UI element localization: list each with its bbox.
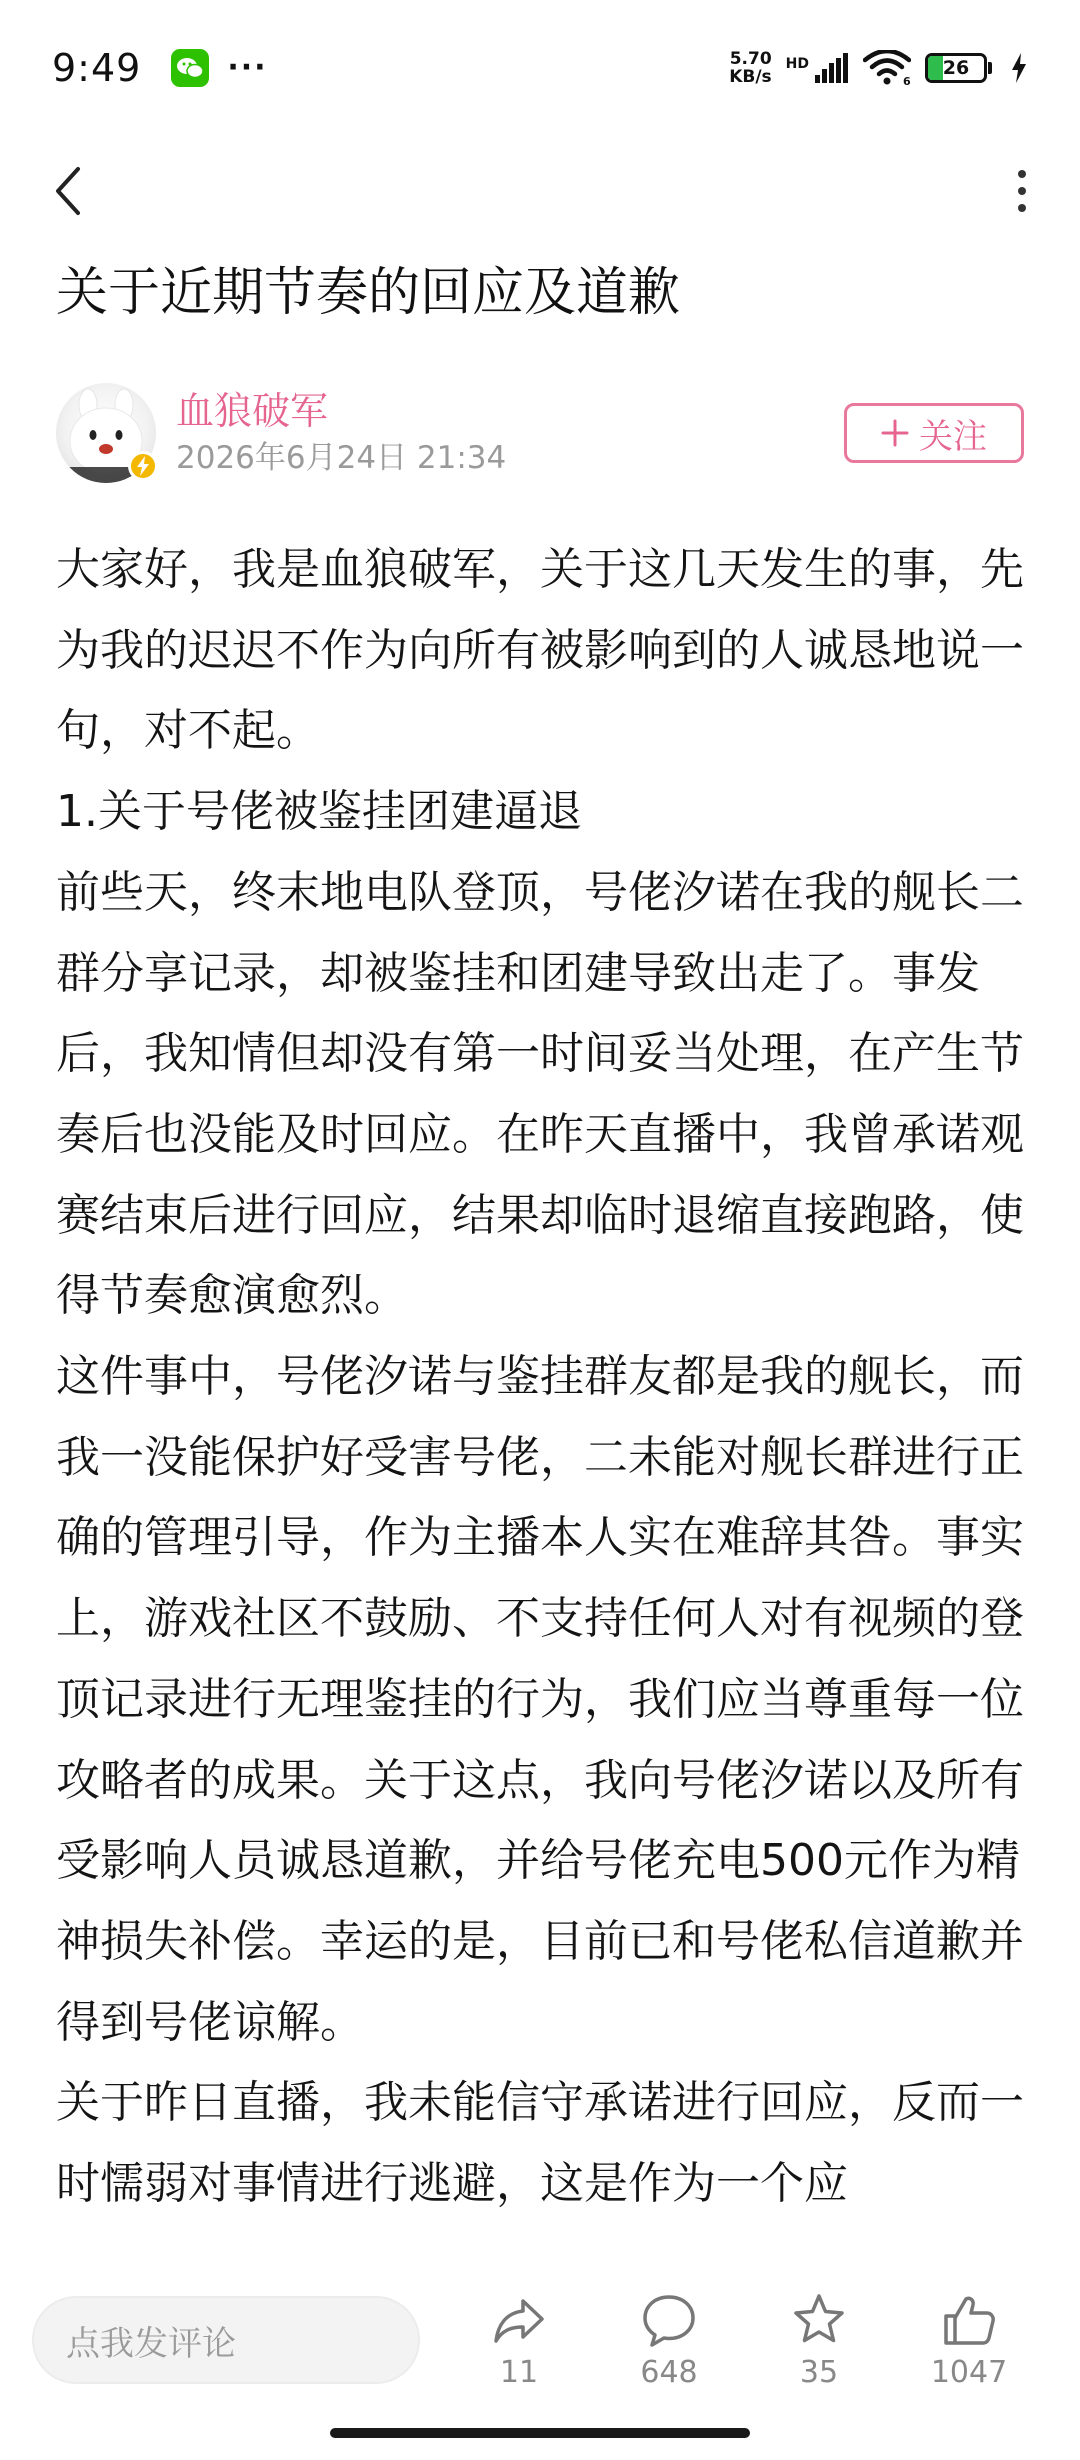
hd-label: HD [785,56,809,72]
comment-input[interactable] [32,2296,420,2384]
share-button[interactable] [464,2291,574,2390]
wechat-icon [171,49,209,87]
plus-icon [881,419,909,447]
home-indicator[interactable] [330,2428,750,2438]
battery-tip [988,62,992,74]
share-icon [490,2291,548,2349]
battery-indicator [925,53,992,83]
status-time: 9:49 [52,46,142,90]
signal-icon [815,53,849,83]
comment-icon [640,2291,698,2349]
network-speed-unit: KB/s [729,67,772,87]
paragraph-2: 1.关于号佬被鉴挂团建逼退 [56,786,582,838]
network-speed [729,50,771,86]
battery-level: 26 [942,57,970,79]
battery-body [925,53,987,83]
paragraph-3: 前些天，终末地电队登顶，号佬汐诺在我的舰长二群分享记录，却被鉴挂和团建导致出走了。事发后，我知情但却没有第一时间妥当处理，在产生节奏后也没能及时回应。在昨天直播中，我曾承诺观赛结束后进行回应，结果却临时退缩直接跑路，使得节奏愈演愈烈。 [56,866,1024,1322]
article-body [56,530,1024,2265]
author-info [176,386,506,480]
like-button[interactable] [914,2291,1024,2390]
nav-bar [0,136,1080,246]
article-title: 关于近期节奏的回应及道歉 [56,263,681,323]
network-speed-value: 5.70 [729,49,772,69]
favorite-count: 35 [799,2354,839,2390]
star-icon [790,2291,848,2349]
paragraph-1: 大家好，我是血狼破军，关于这几天发生的事，先为我的迟迟不作为向所有被影响到的人诚恳地说一句，对不起。 [56,544,1024,757]
author-row [56,378,1024,488]
follow-button[interactable] [844,403,1024,463]
status-bar [0,0,1080,136]
comment-button[interactable] [614,2291,724,2390]
author-name[interactable]: 血狼破军 [176,389,329,433]
more-options-icon[interactable] [1012,166,1032,216]
favorite-button[interactable] [764,2291,874,2390]
comment-placeholder: 点我发评论 [66,2323,236,2364]
author-avatar[interactable] [56,383,156,483]
svg-text:6: 6 [903,75,911,86]
thumbs-up-icon [940,2291,998,2349]
comment-count: 648 [640,2354,698,2390]
verified-badge [128,451,158,481]
status-more-notifications: ··· [227,50,268,85]
post-time: 2026年6月24日 21:34 [176,440,507,476]
share-count: 11 [499,2354,539,2390]
paragraph-5: 关于昨日直播，我未能信守承诺进行回应，反而一时懦弱对事情进行逃避，这是作为一个应 [56,2077,1024,2210]
paragraph-4: 这件事中，号佬汐诺与鉴挂群友都是我的舰长，而我一没能保护好受害号佬，二未能对舰长群进行正确的管理引导，作为主播本人实在难辞其咎。事实上，游戏社区不鼓励、不支持任何人对有视频的登顶记录进行无理鉴挂的行为，我们应当尊重每一位攻略者的成果。关于这点，我向号佬汐诺以及所有受影响人员诚恳道歉，并给号佬充电500元作为精神损失补偿。幸运的是，目前已和号佬私信道歉并得到号佬谅解。 [56,1351,1024,2048]
wifi-icon [863,50,911,86]
back-arrow-icon[interactable] [48,161,88,221]
lightning-icon [135,456,151,476]
action-buttons [464,2291,1024,2390]
like-count: 1047 [930,2354,1008,2390]
status-right [729,50,1028,86]
follow-label: 关注 [919,416,987,457]
charging-bolt-icon [1010,53,1028,83]
battery-fill [928,56,943,80]
bottom-action-bar [0,2265,1080,2415]
